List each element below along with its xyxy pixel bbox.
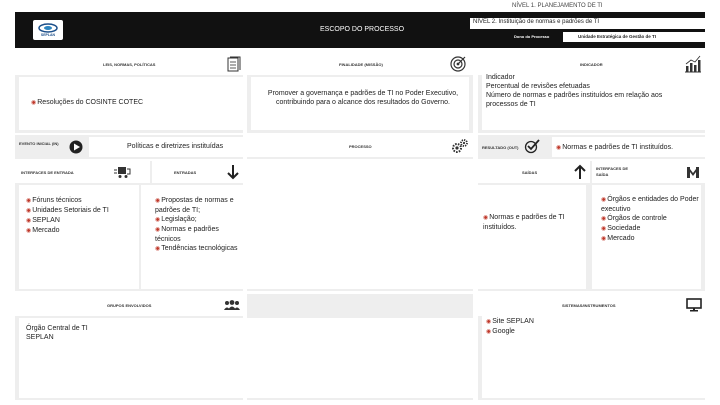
list-item: ◉ Tendências tecnológicas [155,244,243,254]
list-item: ◉ Órgãos de controle [601,214,701,224]
finalidade-header [247,53,473,75]
interfaces-saida-body [592,185,701,289]
evento-panel [15,135,243,159]
list-item: ◉ Mercado [601,234,701,244]
indicador-header [478,53,705,75]
sistemas-body [482,316,705,398]
interfaces-entrada-body [19,185,139,289]
resultado-panel [478,135,705,159]
logo-icon [33,20,63,40]
list-item: ◉ Unidades Setoriais de TI [26,206,109,216]
interfaces-saida-header [592,161,705,183]
grupos-header [15,294,243,316]
saidas-header [478,161,590,183]
list-item: ◉ Propostas de normas e padrões de TI; [155,196,243,215]
finalidade-text: Promover a governança e padrões de TI no Poder Executivo, contribuindo para o alcance dos resultados do Governo. [267,90,459,106]
arrow-down-icon [227,164,239,180]
evento-label: EVENTO INICIAL (IN) [19,141,59,146]
entradas-body [141,185,243,289]
list-item: ◉ Órgãos e entidades do Poder executivo [601,195,701,214]
target-icon [449,55,467,73]
list-item: ◉ SEPLAN [26,216,109,226]
processo-header [247,135,473,157]
resultado-body [552,137,705,157]
indicador-panel [478,53,705,133]
resultado-label: RESULTADO (OUT) [482,145,519,150]
blank-body [247,318,473,398]
interfaces-entrada-header-text: INTERFACES DE ENTRADA [21,170,74,175]
finalidade-panel [247,53,473,133]
saidas-header-text: SAÍDAS [522,170,538,175]
saidas-body [478,185,586,289]
leis-header-text: LEIS, NORMAS, POLÍTICAS [103,62,156,67]
entradas-header [152,161,243,183]
document-icon [227,56,241,72]
dono-box [563,32,705,42]
list-item: ◉ Site SEPLAN [486,317,534,327]
blank-panel [247,294,473,400]
list-item: ◉ Google [486,327,534,337]
indicador-line-3: Número de normas e padrões instituídos em relação aos processos de TI [486,92,663,108]
logo [33,20,63,40]
grupos-body [19,318,243,398]
check-icon [524,138,540,154]
sistemas-panel [478,294,705,400]
list-item: ◉ Legislação; [155,215,243,225]
interfaces-entrada-header [15,161,150,183]
truck-icon [113,165,131,179]
title-bar [15,12,705,48]
list-item: ◉ Normas e padrões técnicos [155,225,243,244]
evento-body [89,137,243,157]
gears-icon [451,138,469,154]
grupos-header-text: GRUPOS ENVOLVIDOS [107,303,152,308]
sistemas-list [486,317,534,337]
logo-text: SEPLAN [40,33,56,37]
interfaces-saida-header-text: INTERFACES DE SAÍDA [596,166,629,177]
nivel2-text: NÍVEL 2. Instituição de normas e padrões de TI [473,19,600,25]
nivel2-box [470,18,705,29]
indicador-body [482,73,705,130]
processo-panel [247,135,473,291]
leis-item: ◉ Resoluções do COSINTE COTEC [31,98,143,108]
indicador-line-2: Percentual de revisões efetuadas [486,83,590,90]
list-item: ◉ Sociedade [601,224,701,234]
sistemas-header-text: SISTEMAS/INSTRUMENTOS [562,303,616,308]
entrada-panel [15,161,243,291]
indicador-line-1: Indicador [486,74,515,81]
page-title: ESCOPO DO PROCESSO [320,26,405,33]
dono-label: Dono do Processo [514,34,550,39]
entradas-header-text: ENTRADAS [174,170,197,175]
nivel1-caption: NÍVEL 1. PLANEJAMENTO DE TI [512,3,603,9]
people-icon [223,299,241,311]
monitor-icon [686,298,702,312]
building-icon [686,165,700,179]
processo-header-text: PROCESSO [349,144,372,149]
finalidade-header-text: FINALIDADE (MISSÃO) [339,62,383,67]
dono-value: Unidade Estratégica de Gestão de TI [578,34,657,39]
leis-panel [15,53,243,133]
indicador-header-text: INDICADOR [580,62,603,67]
leis-header [15,53,243,75]
list-item: ◉ Fóruns técnicos [26,196,109,206]
processo-body [247,159,473,289]
play-icon [69,140,83,154]
evento-text: Políticas e diretrizes instituídas [127,143,224,150]
interfaces-entrada-list [26,196,109,236]
grupos-line-2: SEPLAN [26,334,54,341]
finalidade-body [251,77,469,130]
leis-body [19,77,243,130]
entradas-list [155,196,243,254]
grupos-line-1: Órgão Central de TI [26,325,88,332]
bar-chart-icon [684,55,702,73]
grupos-panel [15,294,243,400]
list-item: ◉ Mercado [26,226,109,236]
arrow-up-icon [574,164,586,180]
interfaces-saida-list [601,195,701,244]
sistemas-header [478,294,705,316]
saidas-list [483,213,581,232]
resultado-item: ◉ Normas e padrões de TI instituídos. [556,143,673,153]
list-item: ◉ Normas e padrões de TI instituídos. [483,213,581,232]
saida-panel [478,161,705,291]
